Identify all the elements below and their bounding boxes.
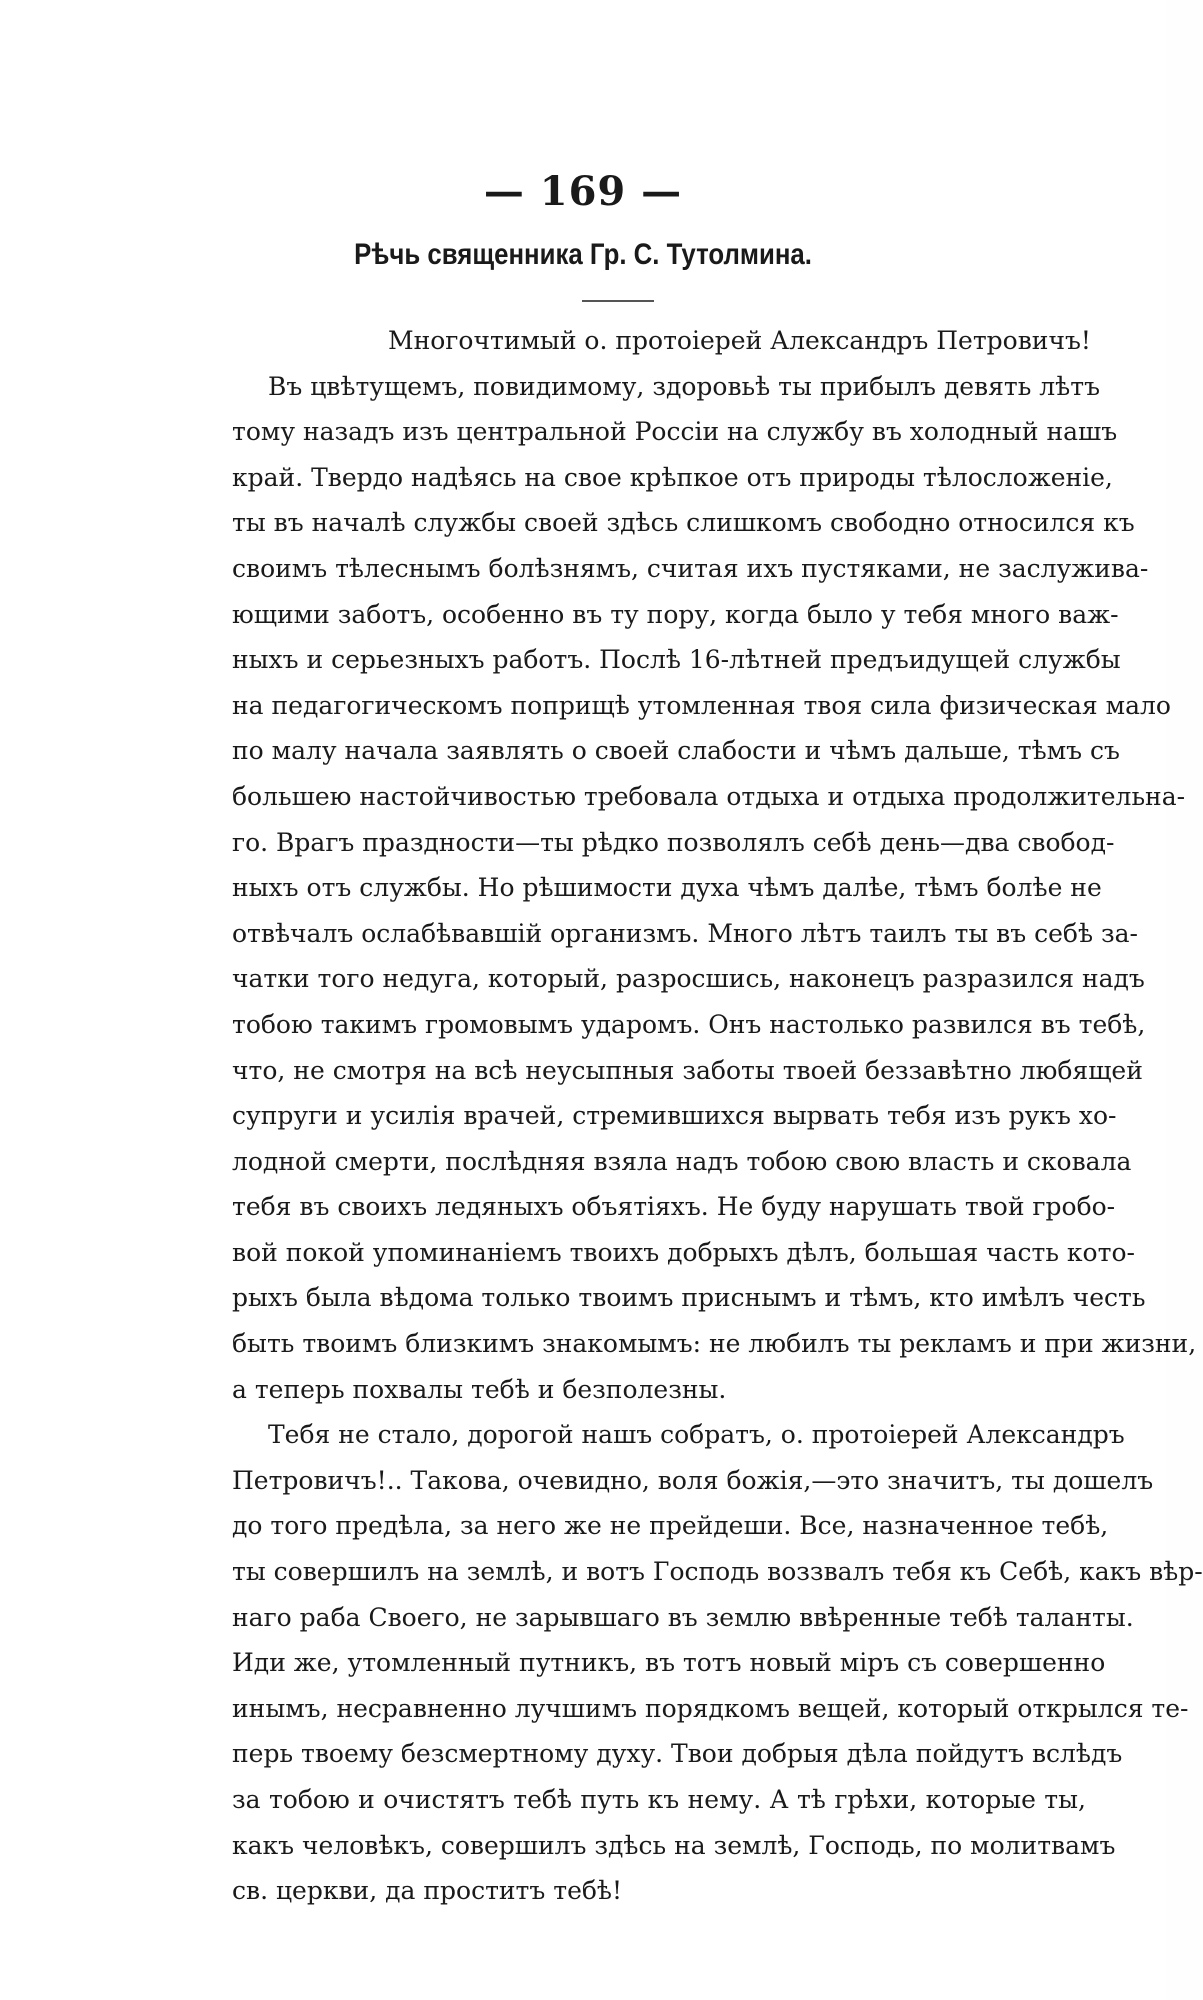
text-line-content: по малу начала заявлять о своей слабости и чѣмъ дальше, тѣмъ съ <box>232 736 1120 766</box>
text-line-content: Тебя не стало, дорогой нашъ собратъ, о. протоіерей Александръ <box>268 1420 1125 1450</box>
text-line-content: лодной смерти, послѣдняя взяла надъ тобою свою власть и сковала <box>232 1146 1132 1176</box>
text-line-content: тебя въ своихъ ледяныхъ объятіяхъ. Не буду нарушать твой гробо- <box>232 1192 1116 1222</box>
speech-body <box>0 318 1203 1914</box>
text-line <box>0 592 1166 638</box>
text-line-content: чатки того недуга, который, разросшись, наконецъ разразился надъ <box>232 964 1145 994</box>
speech-title: Рѣчь священника Гр. С. Тутолмина. <box>354 238 812 271</box>
text-line <box>0 1184 1166 1230</box>
text-line <box>0 820 1166 866</box>
text-line <box>0 683 1171 729</box>
text-line-content: го. Врагъ праздности—ты рѣдко позволялъ себѣ день—два свобод- <box>232 827 1115 857</box>
text-line <box>0 1777 1166 1823</box>
text-line <box>0 1458 1166 1504</box>
text-line <box>0 1503 1166 1549</box>
text-line-content: быть твоимъ близкимъ знакомымъ: не любилъ ты рекламъ и при жизни, <box>232 1329 1197 1359</box>
text-line <box>0 1549 1203 1595</box>
text-line-content: тому назадъ изъ центральной Россіи на службу въ холодный нашъ <box>232 417 1118 447</box>
text-line-content: отвѣчалъ ослабѣвавшій организмъ. Много лѣтъ таилъ ты въ себѣ за- <box>232 918 1138 948</box>
text-line <box>0 1002 1166 1048</box>
text-line-content: ты въ началѣ службы своей здѣсь слишкомъ свободно относился къ <box>232 508 1135 538</box>
text-line-content: вой покой упоминаніемъ твоихъ добрыхъ дѣлъ, большая часть кото- <box>232 1237 1135 1267</box>
text-line-content: наго раба Своего, не зарывшаго въ землю ввѣренные тебѣ таланты. <box>232 1602 1134 1632</box>
text-line <box>0 956 1166 1002</box>
text-line <box>0 1230 1166 1276</box>
text-line <box>0 1595 1166 1641</box>
text-line <box>0 911 1166 957</box>
text-line-content: большею настойчивостью требовала отдыха и отдыха продолжительна- <box>232 781 1186 811</box>
text-line <box>0 546 1166 592</box>
text-line-content: ющими заботъ, особенно въ ту пору, когда было у тебя много важ- <box>232 599 1119 629</box>
text-line <box>0 1823 1166 1869</box>
text-line <box>0 1412 1166 1458</box>
text-line <box>0 364 1166 410</box>
text-line <box>0 728 1166 774</box>
text-line <box>0 637 1166 683</box>
text-line-content: ты совершилъ на землѣ, и вотъ Господь воззвалъ тебя къ Себѣ, какъ вѣр- <box>232 1557 1203 1587</box>
text-line-content: что, не смотря на всѣ неусыпныя заботы твоей беззавѣтно любящей <box>232 1055 1143 1085</box>
title-rule <box>582 300 654 302</box>
text-line-content: супруги и усилія врачей, стремившихся вырвать тебя изъ рукъ хо- <box>232 1101 1117 1131</box>
text-line <box>0 1275 1166 1321</box>
text-line <box>0 500 1166 546</box>
text-line <box>0 1093 1166 1139</box>
text-line-content: а теперь похвалы тебѣ и безполезны. <box>232 1374 727 1404</box>
text-line-content: на педагогическомъ поприщѣ утомленная твоя сила физическая мало <box>232 690 1171 720</box>
text-line <box>0 1640 1166 1686</box>
text-line <box>0 1321 1197 1367</box>
text-line-content: тобою такимъ громовымъ ударомъ. Онъ настолько развился въ тебѣ, <box>232 1009 1146 1039</box>
text-line-content: Въ цвѣтущемъ, повидимому, здоровьѣ ты прибылъ девять лѣтъ <box>268 371 1100 401</box>
text-line-content: Иди же, утомленный путникъ, въ тотъ новый міръ съ совершенно <box>232 1648 1106 1678</box>
text-line <box>0 1367 1166 1413</box>
text-line-content: перь твоему безсмертному духу. Твои добрыя дѣла пойдутъ вслѣдъ <box>232 1739 1123 1769</box>
text-line-content: рыхъ была вѣдома только твоимъ приснымъ и тѣмъ, кто имѣлъ честь <box>232 1283 1146 1313</box>
text-line-content: Петровичъ!.. Такова, очевидно, воля божія,—это значитъ, ты дошелъ <box>232 1465 1154 1495</box>
text-line <box>0 409 1166 455</box>
page-number: — 169 — <box>483 168 683 215</box>
text-line-content: инымъ, несравненно лучшимъ порядкомъ вещей, который открылся те- <box>232 1693 1189 1723</box>
text-line-content: ныхъ отъ службы. Но рѣшимости духа чѣмъ далѣе, тѣмъ болѣе не <box>232 873 1102 903</box>
text-line <box>0 865 1166 911</box>
text-line-content: за тобою и очистятъ тебѣ путь къ нему. А тѣ грѣхи, которые ты, <box>232 1785 1086 1814</box>
text-line-content: до того предѣла, за него же не прейдеши. Все, назначенное тебѣ, <box>232 1511 1109 1541</box>
text-line <box>0 1048 1166 1094</box>
text-line-content: св. церкви, да проститъ тебѣ! <box>232 1876 623 1906</box>
text-line-content: край. Твердо надѣясь на свое крѣпкое отъ природы тѣлосложеніе, <box>232 462 1113 492</box>
text-line <box>0 1731 1166 1777</box>
text-line <box>0 318 1166 364</box>
text-line-content: какъ человѣкъ, совершилъ здѣсь на землѣ, Господь, по молитвамъ <box>232 1830 1116 1860</box>
text-line-content: своимъ тѣлеснымъ болѣзнямъ, считая ихъ пустяками, не заслужива- <box>232 553 1149 583</box>
text-line <box>0 774 1186 820</box>
text-line-content: Многочтимый о. протоіерей Александръ Петровичъ! <box>388 326 1091 355</box>
text-line <box>0 1868 1166 1914</box>
text-line <box>0 1686 1189 1732</box>
text-line-content: ныхъ и серьезныхъ работъ. Послѣ 16-лѣтней предъидущей службы <box>232 645 1121 675</box>
text-line <box>0 455 1166 501</box>
text-line <box>0 1139 1166 1185</box>
